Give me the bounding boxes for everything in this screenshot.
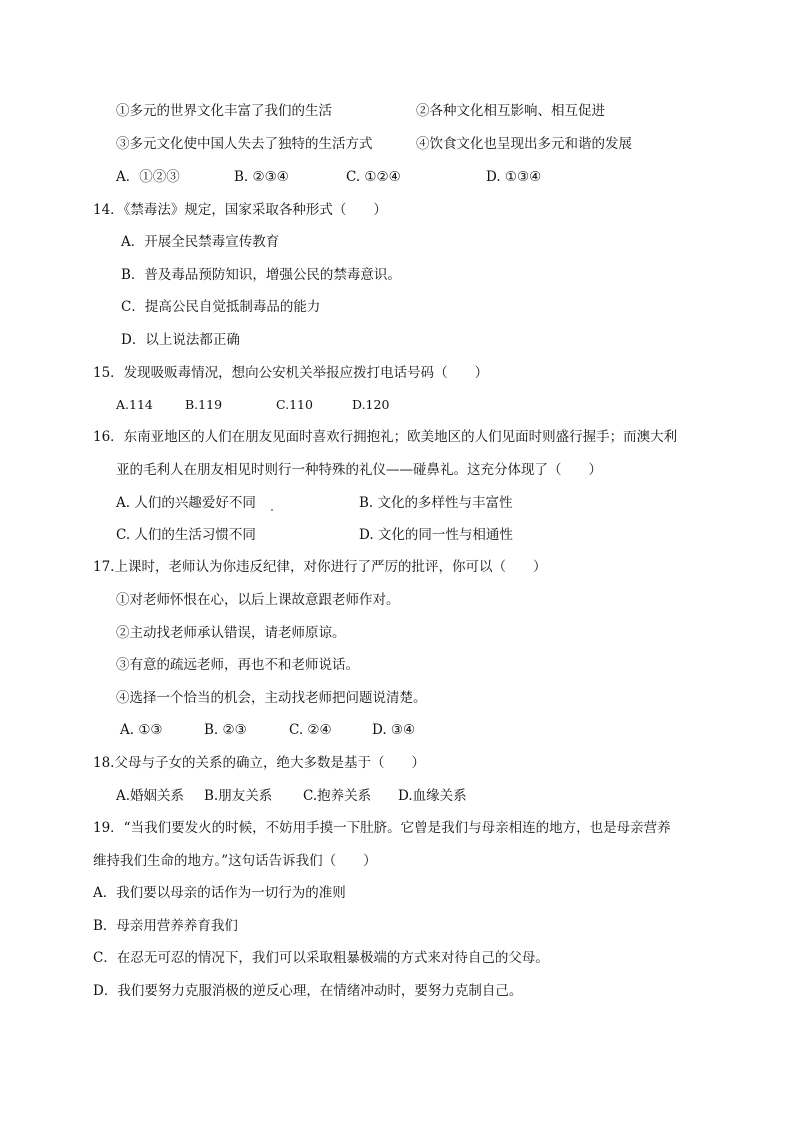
- q13-option-a: A．①②③: [116, 169, 180, 185]
- q17-statement-3: ③有意的疏远老师，再也不和老师说话。: [116, 657, 359, 673]
- q17-option-c: C. ②④: [289, 722, 332, 738]
- q16-option-d: D. 文化的同一性与相通性: [359, 527, 513, 543]
- q13-option-c: C. ①②④: [346, 169, 401, 185]
- q13-option-d: D. ①③④: [486, 169, 542, 185]
- q18-stem: 18.父母与子女的关系的确立，绝大多数是基于（ ）: [93, 755, 425, 771]
- q19-stem-line-2: 维持我们生命的地方。”这句话告诉我们（ ）: [93, 853, 377, 869]
- stray-dot-mark: [271, 509, 273, 511]
- q15-stem: 15．发现吸贩毒情况，想向公安机关举报应拨打电话号码（ ）: [93, 365, 489, 381]
- q15-option-a: A.114: [116, 397, 153, 412]
- q18-option-c: C.抱养关系: [303, 788, 372, 804]
- q19-option-c: C．在忍无可忍的情况下，我们可以采取粗暴极端的方式来对待自己的父母。: [93, 950, 549, 966]
- q14-option-d: D．以上说法都正确: [121, 332, 240, 348]
- q14-option-a: A．开展全民禁毒宣传教育: [121, 234, 280, 250]
- q14-stem: 14．《禁毒法》规定，国家采取各种形式（ ）: [93, 202, 387, 218]
- q16-option-a: A. 人们的兴趣爱好不同: [116, 495, 256, 511]
- q13-statement-2: ②各种文化相互影响、相互促进: [416, 103, 605, 119]
- q17-option-a: A. ①③: [120, 722, 163, 738]
- q19-option-b: B．母亲用营养养育我们: [93, 918, 238, 934]
- q13-statement-1: ①多元的世界文化丰富了我们的生活: [116, 103, 332, 119]
- q13-statement-3: ③多元文化使中国人失去了独特的生活方式: [116, 136, 373, 152]
- q13-option-b: B. ②③④: [234, 169, 289, 185]
- q14-option-c: C．提高公民自觉抵制毒品的能力: [121, 299, 321, 315]
- q15-option-b: B.119: [185, 397, 223, 412]
- q19-option-d: D．我们要努力克服消极的逆反心理，在情绪冲动时，要努力克制自己。: [93, 983, 523, 999]
- q18-option-d: D.血缘关系: [398, 788, 467, 804]
- q17-option-b: B. ②③: [204, 722, 247, 738]
- q18-option-b: B.朋友关系: [204, 788, 273, 804]
- q16-option-b: B. 文化的多样性与丰富性: [359, 495, 513, 511]
- q16-option-c: C. 人们的生活习惯不同: [116, 527, 256, 543]
- q16-stem-line-1: 16．东南亚地区的人们在朋友见面时喜欢行拥抱礼；欧美地区的人们见面时则盛行握手；而澳大利: [93, 429, 678, 445]
- q15-option-c: C.110: [276, 397, 313, 412]
- q19-stem-line-1: 19．“当我们要发火的时候，不妨用手摸一下肚脐。它曾是我们与母亲相连的地方，也是母亲营养: [93, 820, 671, 836]
- q15-option-d: D.120: [352, 397, 390, 412]
- q17-statement-2: ②主动找老师承认错误，请老师原谅。: [116, 625, 346, 641]
- q13-statement-4: ④饮食文化也呈现出多元和谐的发展: [416, 136, 632, 152]
- q19-option-a: A．我们要以母亲的话作为一切行为的准则: [93, 885, 346, 901]
- q17-option-d: D. ③④: [372, 722, 416, 738]
- q17-statement-1: ①对老师怀恨在心，以后上课故意跟老师作对。: [116, 592, 400, 608]
- q18-option-a: A.婚姻关系: [116, 788, 185, 804]
- q14-option-b: B．普及毒品预防知识，增强公民的禁毒意识。: [121, 267, 401, 283]
- q17-statement-4: ④选择一个恰当的机会，主动找老师把问题说清楚。: [116, 690, 427, 706]
- q16-stem-line-2: 亚的毛利人在朋友相见时则行一种特殊的礼仪——碰鼻礼。这充分体现了（ ）: [116, 462, 602, 478]
- q17-stem: 17.上课时，老师认为你违反纪律，对你进行了严厉的批评，你可以（ ）: [93, 559, 547, 575]
